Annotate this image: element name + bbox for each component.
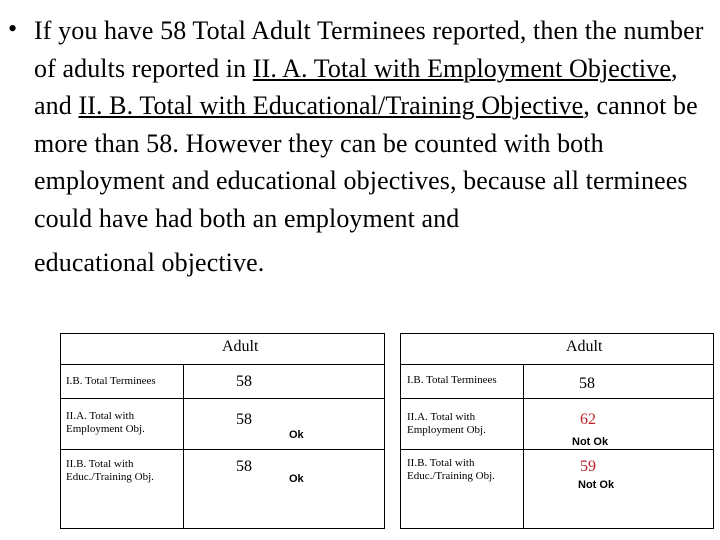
right-row-2-label: II.A. Total with Employment Obj.: [407, 411, 486, 436]
right-row-2-value: 62: [580, 411, 596, 428]
right-header-adult: Adult: [566, 338, 603, 355]
educational-objective-ref: II. B. Total with Educational/Training Objective: [78, 91, 584, 120]
right-row-3-value: 59: [580, 458, 596, 475]
left-row-3-label: II.B. Total with Educ./Training Obj.: [66, 458, 154, 483]
left-row-3-value: 58: [236, 458, 252, 475]
para-text-1: If you have 58 Total Adult Terminees reported, then the number of adults reported in: [34, 16, 704, 83]
right-row-3-label: II.B. Total with Educ./Training Obj.: [407, 457, 495, 482]
para-text-4: educational objective.: [34, 248, 265, 277]
left-row-2-value: 58: [236, 411, 252, 428]
left-row-1-value: 58: [236, 373, 252, 390]
left-row-1-label: I.B. Total Terminees: [66, 375, 156, 387]
left-row-2-label: II.A. Total with Employment Obj.: [66, 410, 145, 435]
left-header-adult: Adult: [222, 338, 259, 355]
right-row-1-label: I.B. Total Terminees: [407, 374, 497, 386]
left-row-2-status: Ok: [289, 429, 304, 441]
employment-objective-ref: II. A. Total with Employment Objective: [252, 53, 671, 83]
right-row-2-status: Not Ok: [572, 436, 609, 448]
right-row-1-value: 58: [579, 375, 595, 392]
left-row-3-status: Ok: [289, 473, 304, 485]
para-text-3: , cannot be more than 58. However they can be counted with both employment and educational objectives, because all terminees could have had both an employment and: [34, 91, 698, 233]
right-row-3-status: Not Ok: [578, 479, 615, 491]
bullet-point: •: [8, 14, 18, 43]
para-text-2: , and: [34, 53, 678, 120]
